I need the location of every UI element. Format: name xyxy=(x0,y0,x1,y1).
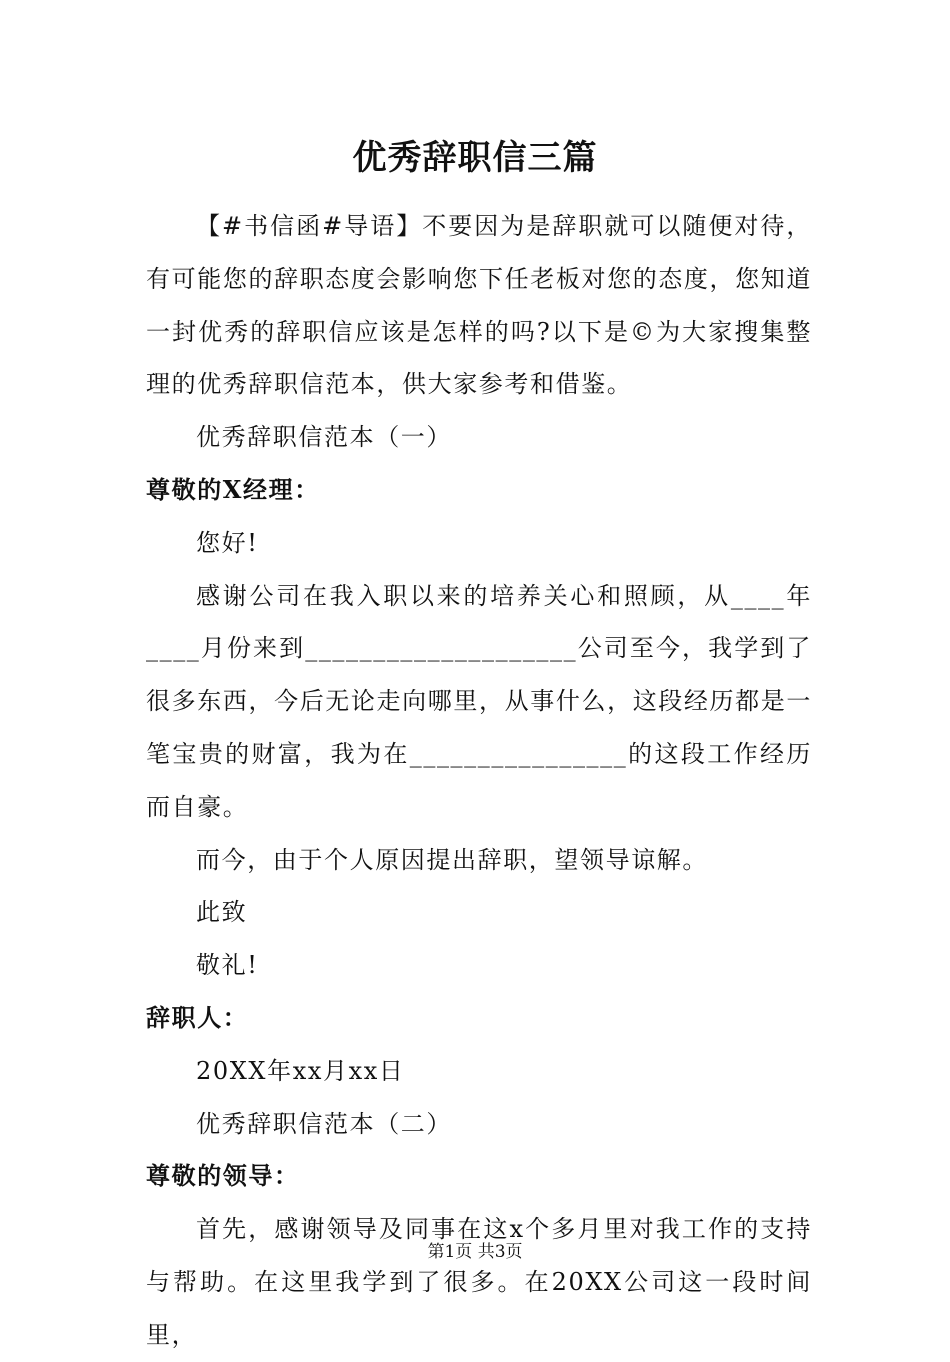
document-body xyxy=(146,200,812,1362)
sample-heading-2: 优秀辞职信范本（二） xyxy=(196,1109,452,1138)
date-line: 20XX年xx月xx日 xyxy=(196,1056,405,1085)
salutation-2: 尊敬的领导： xyxy=(146,1161,300,1191)
signer-label: 辞职人： xyxy=(146,1002,249,1032)
reason-paragraph: 而今，由于个人原因提出辞职，望领导谅解。 xyxy=(196,845,708,874)
page-number-footer: 第1页 共3页 xyxy=(427,1242,523,1262)
document-title: 优秀辞职信三篇 xyxy=(352,138,598,178)
salutation-1: 尊敬的X经理： xyxy=(146,474,320,504)
sample-heading-1: 优秀辞职信范本（一） xyxy=(196,423,452,452)
regards-line: 敬礼! xyxy=(196,951,259,980)
closing-line: 此致 xyxy=(196,898,248,927)
thanks-paragraph: 感谢公司在我入职以来的培养关心和照顾，从____年____月份来到____________________公司至今，我学到了很多东西，今后无论走向哪里，从事什么，这段经历都是一笔宝贵的财富，我为在________________的这段工作经历而自豪。 xyxy=(146,581,812,821)
intro-paragraph: 【#书信函#导语】不要因为是辞职就可以随便对待，有可能您的辞职态度会影响您下任老板对您的态度，您知道一封优秀的辞职信应该是怎样的吗?以下是©为大家搜集整理的优秀辞职信范本，供大家参考和借鉴。 xyxy=(146,212,812,399)
greeting: 您好! xyxy=(196,528,259,557)
letter-2-paragraph: 首先，感谢领导及同事在这x个多月里对我工作的支持与帮助。在这里我学到了很多。在20XX公司这一段时间里， xyxy=(146,1215,812,1349)
